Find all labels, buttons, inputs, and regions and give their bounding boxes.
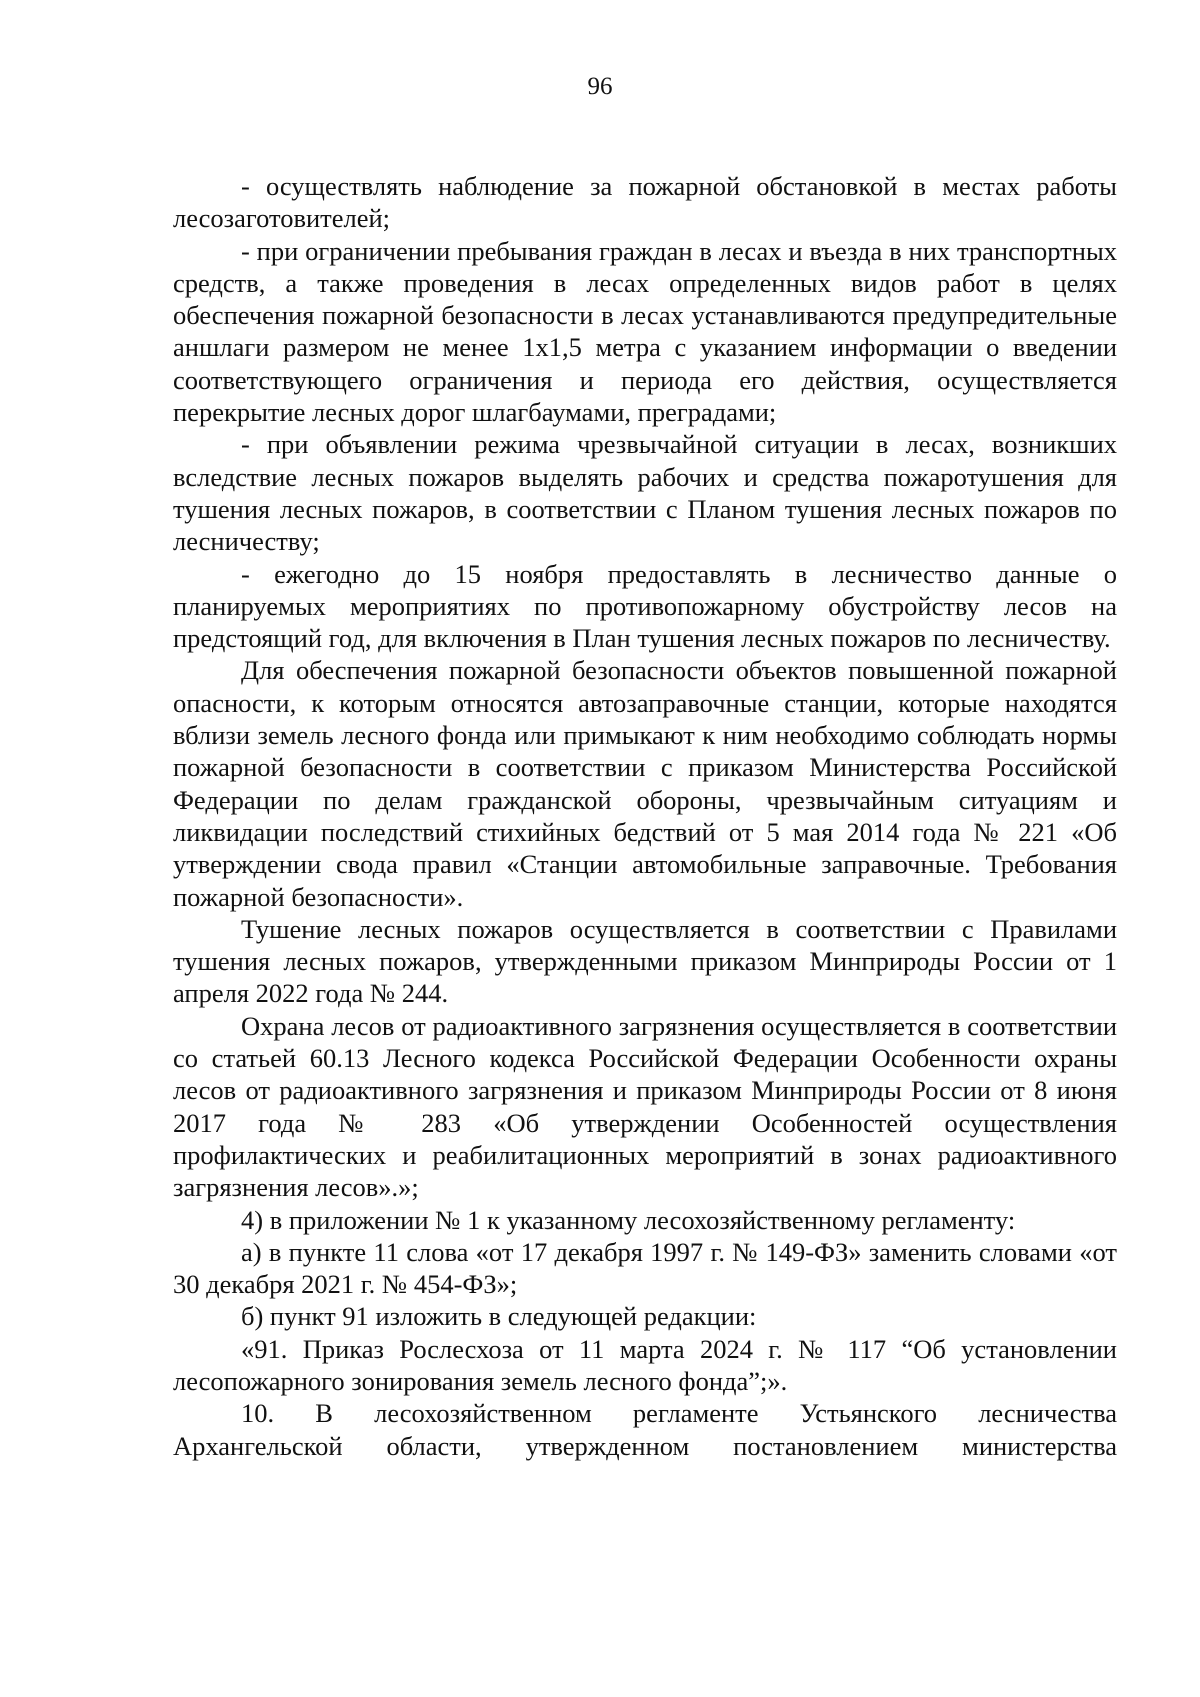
paragraph-item-91: «91. Приказ Рослесхоза от 11 марта 2024 г. № 117 “Об установлении лесопожарного зонирования земель лесного фонда”;». [173, 1333, 1117, 1396]
document-body [173, 170, 1117, 1462]
paragraph-item-b: б) пункт 91 изложить в следующей редакции: [241, 1301, 757, 1332]
paragraph-fire-monitoring: - осуществлять наблюдение за пожарной обстановкой в местах работы лесозаготовителей; [173, 171, 1117, 234]
paragraph-item-10: 10. В лесохозяйственном регламенте Устьянского лесничества Архангельской области, утвержденном постановлением министерства [173, 1398, 1117, 1461]
paragraph-fuel-stations: Для обеспечения пожарной безопасности объектов повышенной пожарной опасности, к которым относятся автозаправочные станции, которые находятся вблизи земель лесного фонда или примыкают к ним необходимо соблюдать нормы пожарной безопасности в соответствии с приказом Министерства Российской Федерации по делам гражданской обороны, чрезвычайным ситуациям и ликвидации последствий стихийных бедствий от 5 мая 2014 года № 221 «Об утверждении свода правил «Станции автомобильные заправочные. Требования пожарной безопасности». [173, 655, 1117, 912]
paragraph-restriction-signs: - при ограничении пребывания граждан в лесах и въезда в них транспортных средств, а также проведения в лесах определенных видов работ в целях обеспечения пожарной безопасности в лесах устанавливаются предупредительные аншлаги размером не менее 1х1,5 метра с указанием информации о введении соответствующего ограничения и периода его действия, осуществляется перекрытие лесных дорог шлагбаумами, преградами; [173, 235, 1117, 428]
paragraph-emergency-mode: - при объявлении режима чрезвычайной ситуации в лесах, возникших вследствие лесных пожаров выделять рабочих и средства пожаротушения для тушения лесных пожаров, в соответствии с Планом тушения лесных пожаров по лесничеству; [173, 429, 1117, 557]
paragraph-item-a: а) в пункте 11 слова «от 17 декабря 1997 г. № 149-ФЗ» заменить словами «от 30 декабря 2021 г. № 454-ФЗ»; [173, 1236, 1117, 1300]
paragraph-firefighting-rules: Тушение лесных пожаров осуществляется в соответствии с Правилами тушения лесных пожаров, утвержденными приказом Минприроды России от 1 апреля 2022 года № 244. [173, 913, 1117, 1009]
paragraph-appendix-1: 4) в приложении № 1 к указанному лесохозяйственному регламенту: [241, 1204, 1016, 1235]
page-number: 96 [587, 73, 613, 100]
paragraph-radioactive-protection: Охрана лесов от радиоактивного загрязнения осуществляется в соответствии со статьей 60.13 Лесного кодекса Российской Федерации Особенности охраны лесов от радиоактивного загрязнения и приказом Минприроды России от 8 июня 2017 года № 283 «Об утверждении Особенностей осуществления профилактических и реабилитационных мероприятий в зонах радиоактивного загрязнения лесов».»; [173, 1010, 1117, 1203]
paragraph-annual-report: - ежегодно до 15 ноября предоставлять в лесничество данные о планируемых мероприятиях по противопожарному обустройству лесов на предстоящий год, для включения в План тушения лесных пожаров по лесничеству. [173, 558, 1117, 654]
